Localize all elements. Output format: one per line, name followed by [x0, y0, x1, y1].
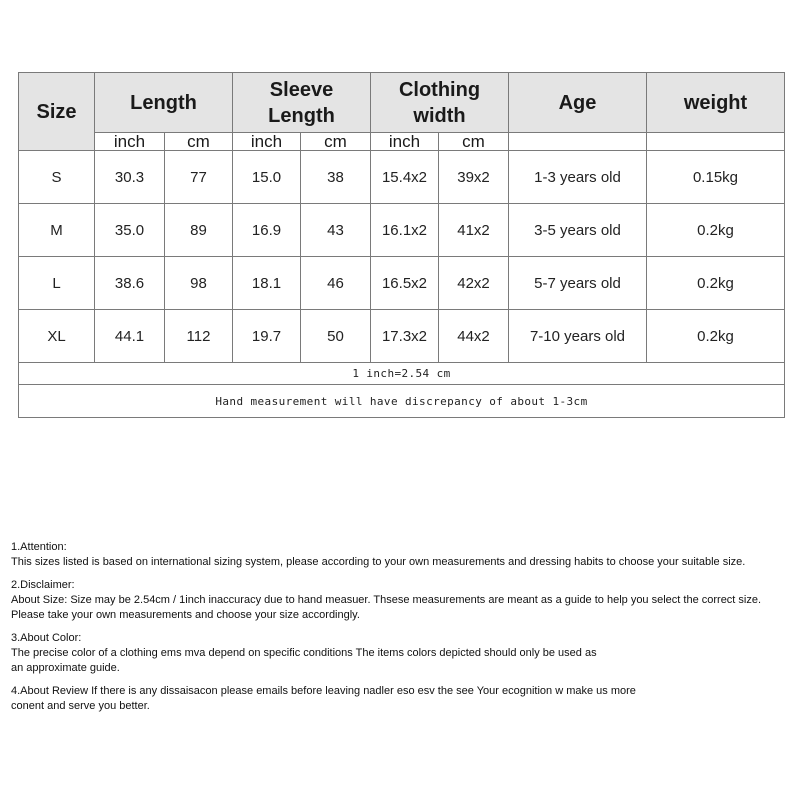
- notes-section: [11, 540, 796, 722]
- note-attention: [11, 540, 796, 570]
- cell-length-cm: 98: [165, 257, 233, 310]
- table-row: [19, 310, 785, 363]
- cell-width-cm: 42x2: [439, 257, 509, 310]
- unit-length-cm: cm: [165, 133, 233, 151]
- note-disclaimer-text-1: About Size: Size may be 2.54cm / 1inch inaccuracy due to hand measuer. Thsese measurements are meant as a guide to help you select the correct size.: [11, 594, 762, 606]
- cell-sleeve-inch: 15.0: [233, 151, 301, 204]
- measurement-note: Hand measurement will have discrepancy of about 1-3cm: [19, 385, 785, 418]
- header-clothing-width: [371, 73, 509, 133]
- cell-length-cm: 112: [165, 310, 233, 363]
- cell-weight: 0.2kg: [647, 310, 785, 363]
- header-age: Age: [509, 73, 647, 133]
- note-disclaimer: [11, 578, 796, 623]
- conversion-note-row: [19, 363, 785, 385]
- cell-sleeve-inch: 18.1: [233, 257, 301, 310]
- cell-size: L: [19, 257, 95, 310]
- note-review-text-1: 4.About Review If there is any dissaisacon please emails before leaving nadler eso esv the see Your ecognition w make us more: [11, 685, 636, 697]
- cell-weight: 0.2kg: [647, 204, 785, 257]
- cell-width-inch: 16.5x2: [371, 257, 439, 310]
- cell-width-inch: 16.1x2: [371, 204, 439, 257]
- cell-weight: 0.15kg: [647, 151, 785, 204]
- header-size: Size: [19, 73, 95, 151]
- table-row: [19, 151, 785, 204]
- unit-width-inch: inch: [371, 133, 439, 151]
- cell-sleeve-cm: 46: [301, 257, 371, 310]
- header-sleeve-length: [233, 73, 371, 133]
- cell-width-inch: 15.4x2: [371, 151, 439, 204]
- cell-length-inch: 38.6: [95, 257, 165, 310]
- header-width-line-2: width: [413, 104, 466, 127]
- cell-size: XL: [19, 310, 95, 363]
- unit-sleeve-cm: cm: [301, 133, 371, 151]
- cell-size: M: [19, 204, 95, 257]
- table-row: [19, 257, 785, 310]
- size-chart-table: [18, 72, 785, 418]
- header-sleeve-line-2: Length: [268, 104, 335, 127]
- note-review: [11, 684, 796, 714]
- unit-weight-blank: [647, 133, 785, 151]
- note-color-title: 3.About Color:: [11, 632, 82, 644]
- unit-width-cm: cm: [439, 133, 509, 151]
- note-review-text-2: conent and serve you better.: [11, 700, 150, 712]
- note-color: [11, 631, 796, 676]
- cell-age: 3-5 years old: [509, 204, 647, 257]
- note-disclaimer-text-2: Please take your own measurements and choose your size accordingly.: [11, 609, 360, 621]
- table-row: [19, 204, 785, 257]
- cell-weight: 0.2kg: [647, 257, 785, 310]
- note-attention-text: This sizes listed is based on international sizing system, please according to your own measurements and dressing habits to choose your suitable size.: [11, 556, 746, 568]
- header-sleeve-line-1: Sleeve: [269, 78, 334, 101]
- note-disclaimer-title: 2.Disclaimer:: [11, 579, 75, 591]
- cell-width-cm: 44x2: [439, 310, 509, 363]
- cell-age: 1-3 years old: [509, 151, 647, 204]
- cell-length-inch: 35.0: [95, 204, 165, 257]
- cell-width-cm: 39x2: [439, 151, 509, 204]
- cell-width-inch: 17.3x2: [371, 310, 439, 363]
- unit-sleeve-inch: inch: [233, 133, 301, 151]
- cell-length-cm: 89: [165, 204, 233, 257]
- cell-sleeve-inch: 16.9: [233, 204, 301, 257]
- cell-sleeve-cm: 50: [301, 310, 371, 363]
- cell-sleeve-cm: 38: [301, 151, 371, 204]
- unit-age-blank: [509, 133, 647, 151]
- unit-length-inch: inch: [95, 133, 165, 151]
- cell-length-cm: 77: [165, 151, 233, 204]
- cell-width-cm: 41x2: [439, 204, 509, 257]
- measurement-note-row: [19, 385, 785, 418]
- cell-age: 7-10 years old: [509, 310, 647, 363]
- cell-size: S: [19, 151, 95, 204]
- cell-length-inch: 44.1: [95, 310, 165, 363]
- cell-sleeve-inch: 19.7: [233, 310, 301, 363]
- header-width-line-1: Clothing: [398, 78, 481, 101]
- note-attention-title: 1.Attention:: [11, 541, 67, 553]
- note-color-text-1: The precise color of a clothing ems mva depend on specific conditions The items colors depicted should only be used as: [11, 647, 597, 659]
- cell-age: 5-7 years old: [509, 257, 647, 310]
- conversion-note: 1 inch=2.54 cm: [19, 363, 785, 385]
- header-length: Length: [95, 73, 233, 133]
- cell-sleeve-cm: 43: [301, 204, 371, 257]
- note-color-text-2: an approximate guide.: [11, 662, 120, 674]
- cell-length-inch: 30.3: [95, 151, 165, 204]
- header-weight: weight: [647, 73, 785, 133]
